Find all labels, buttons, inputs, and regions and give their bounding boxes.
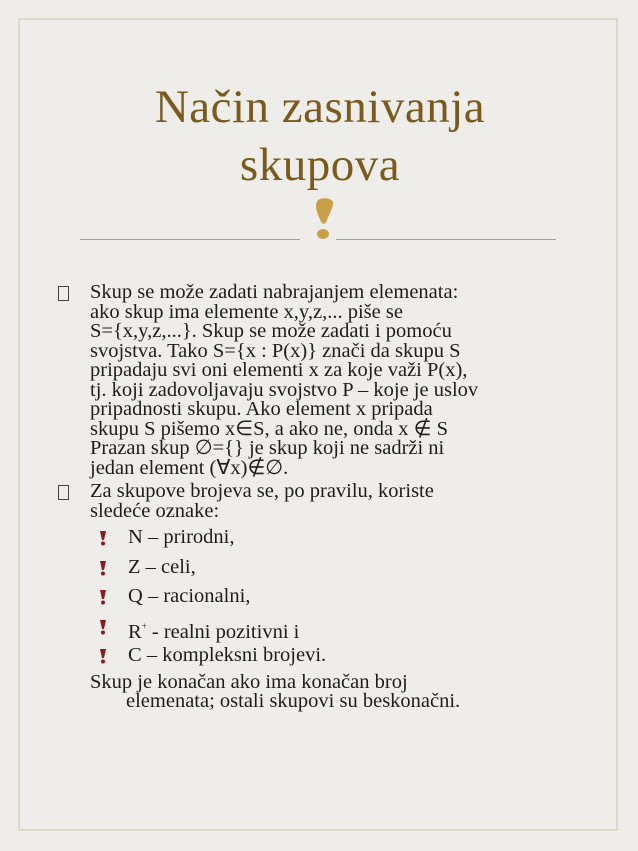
list-item [90,582,590,612]
para1-line: pripadnosti skupu. Ako element x pripada [90,398,433,420]
set-description: – kompleksni brojevi. [141,644,327,666]
para1-line: jedan element (∀x)∉∅. [90,456,289,479]
para1-line: Skup se može zadati nabrajanjem elemenata: [90,281,459,303]
para1-line: S={x,y,z,...}. Skup se može zadati i pomoću [90,320,452,342]
exclamation-bullet-icon [98,560,108,576]
paragraph-enumeration [90,283,590,478]
para1-line: tj. koji zadovoljavaju svojstvo P – koje je uslov [90,378,479,401]
list-item [90,641,590,671]
closing-line-2: elemenata; ostali skupovi su beskonačni. [126,690,461,712]
set-superscript: + [141,620,147,631]
para1-line: ako skup ima elemente x,y,z,... piše se [90,300,403,323]
square-bullet-icon [58,286,69,301]
set-symbol: R [128,620,142,643]
exclamation-ornament-icon [309,196,339,244]
set-symbol: N [128,526,143,548]
slide-title [40,78,600,194]
para1-line: Prazan skup ∅={} je skup koji ne sadrži ni [90,437,445,459]
exclamation-bullet-icon [98,619,108,635]
title-line-1: Način zasnivanja [154,81,486,133]
set-description: – racionalni, [142,585,251,607]
exclamation-bullet-icon [98,648,108,664]
closing-line-1: Skup je konačan ako ima konačan broj [90,670,408,693]
title-divider-left [80,239,300,240]
para1-line: skupu S pišemo x∈S, a ako ne, onda x ∉ S [90,417,449,440]
exclamation-bullet-icon [98,530,108,546]
paragraph-number-sets [90,482,590,521]
para2-line: sledeće oznake: [90,499,220,522]
para1-line: svojstva. Tako S={x : P(x)} znači da skupu S [90,339,461,362]
para1-line: pripadaju svi oni elementi x za koje važi P(x), [90,359,468,381]
para2-line: Za skupove brojeva se, po pravilu, koriste [90,480,434,502]
title-line-2: skupova [239,139,401,191]
title-divider-right [336,239,556,240]
set-symbol: C [128,644,142,666]
set-description: – prirodni, [142,526,235,548]
slide-body [90,283,590,713]
list-item [90,523,590,553]
list-item [90,612,590,642]
number-sets-list [90,523,590,671]
square-bullet-icon [58,485,69,500]
exclamation-bullet-icon [98,589,108,605]
set-description: - realni pozitivni i [146,620,300,643]
set-description: – celi, [140,555,196,578]
set-symbol: Q [128,585,143,607]
paragraph-finite-sets [90,670,590,712]
list-item [90,553,590,583]
set-symbol: Z [128,555,141,578]
